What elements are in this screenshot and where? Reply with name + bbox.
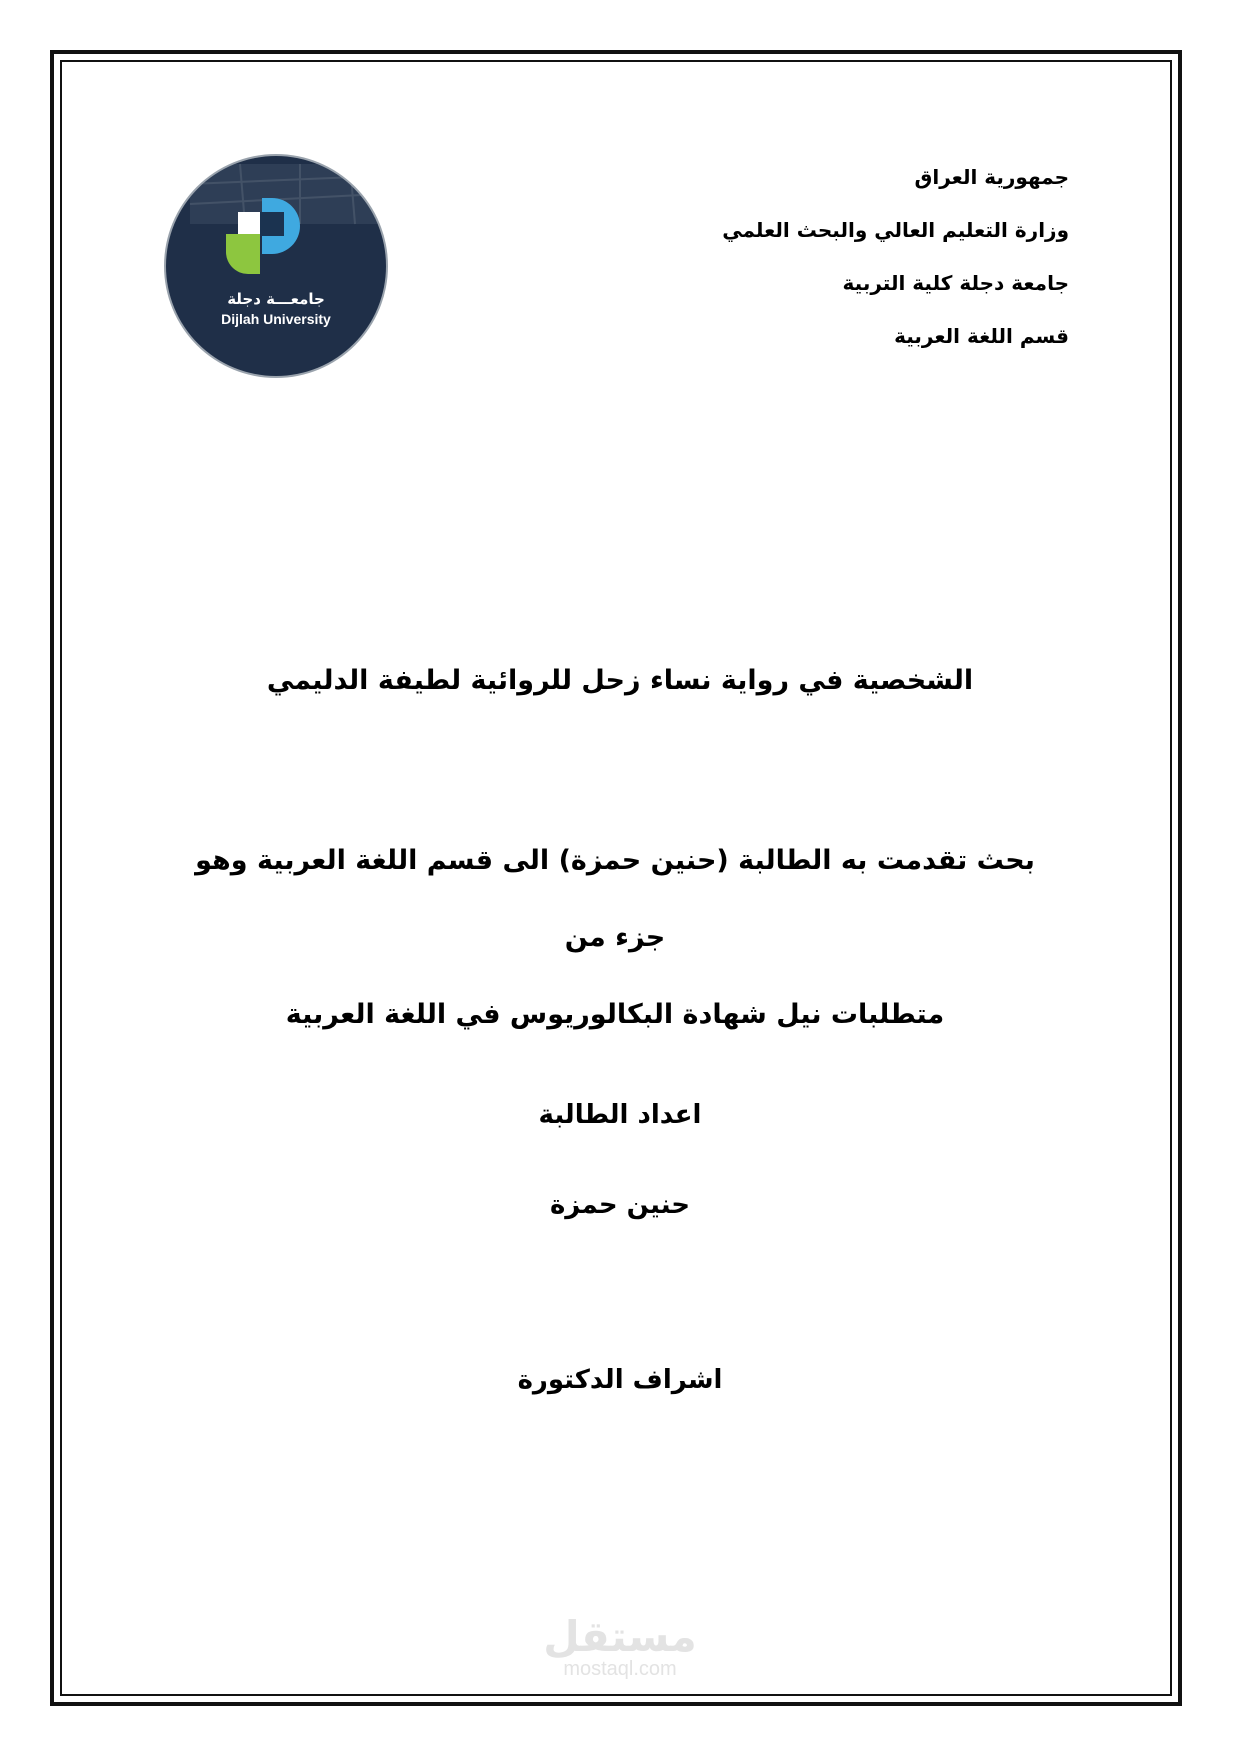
header-country: جمهورية العراق: [914, 165, 1069, 189]
prepared-by-label: اعداد الطالبة: [538, 1100, 702, 1130]
research-description: [180, 822, 1050, 1053]
watermark-arabic: مستقل: [543, 1612, 697, 1661]
university-logo-icon: [150, 154, 404, 378]
research-title: الشخصية في رواية نساء زحل للروائية لطيفة الدليمي: [266, 665, 974, 696]
research-description-line2: متطلبات نيل شهادة البكالوريوس في اللغة العربية: [285, 999, 945, 1030]
watermark-url: mostaql.com: [563, 1658, 677, 1680]
logo-english-name: Dijlah University: [221, 311, 331, 327]
header-department: قسم اللغة العربية: [894, 324, 1069, 348]
logo-arabic-name: جامعـــة دجلة: [227, 290, 325, 308]
header-ministry: وزارة التعليم العالي والبحث العلمي: [722, 218, 1069, 242]
supervisor-label: اشراف الدكتورة: [517, 1365, 723, 1395]
watermark: [520, 1612, 720, 1680]
student-name: حنين حمزة: [549, 1190, 691, 1220]
research-description-line1: بحث تقدمت به الطالبة (حنين حمزة) الى قسم اللغة العربية وهو جزء من: [195, 845, 1035, 953]
header-university-college: جامعة دجلة كلية التربية: [842, 271, 1069, 295]
university-logo: [150, 154, 404, 378]
institution-header: [549, 160, 1069, 372]
